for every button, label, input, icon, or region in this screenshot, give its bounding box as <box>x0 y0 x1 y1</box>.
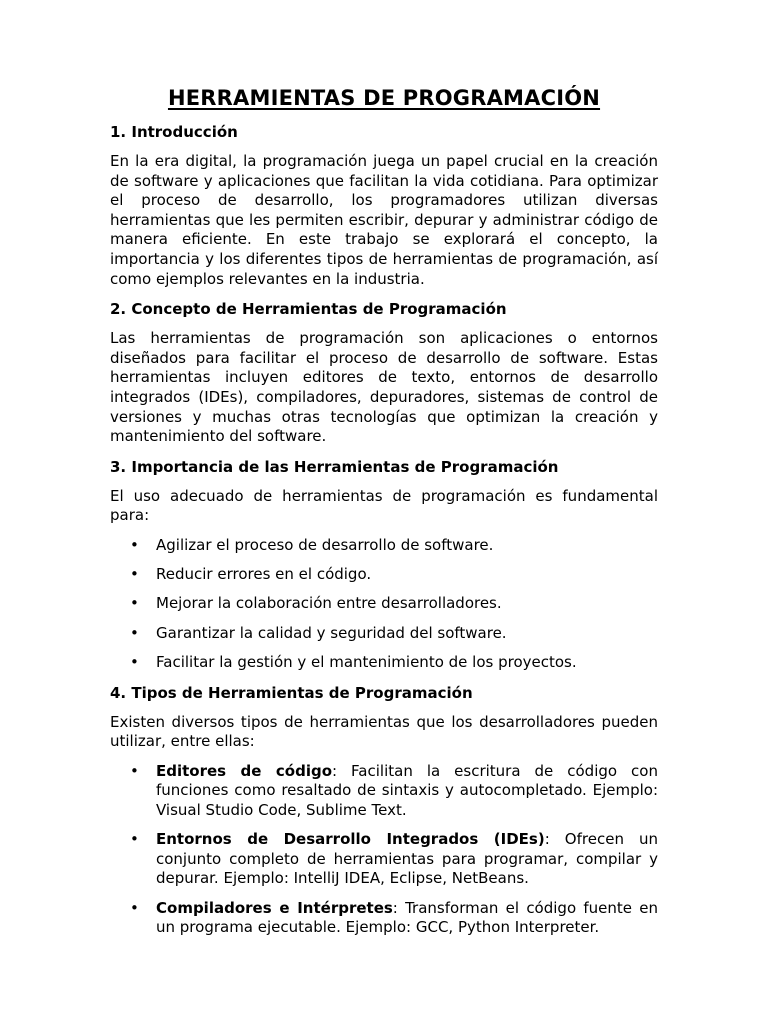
section-heading-tipos: 4. Tipos de Herramientas de Programación <box>110 683 473 702</box>
list-item-text: Reducir errores en el código. <box>156 565 372 584</box>
section-heading-concepto: 2. Concepto de Herramientas de Programación <box>110 300 507 319</box>
importancia-bullet-list <box>110 536 658 673</box>
document-page <box>110 84 658 948</box>
bullet-icon: • <box>130 653 139 672</box>
list-item <box>110 536 658 556</box>
bullet-icon: • <box>130 761 139 780</box>
list-item <box>110 762 658 821</box>
section-paragraph-concepto: Las herramientas de programación son aplicaciones o entornos diseñados para facilitar el proceso de desarrollo de software. Estas herramientas incluyen editores de texto, entornos de desarrollo integrados (IDEs), compiladores, depuradores, sistemas de control de versiones y muchas otras tecnologías que optimizan la creación y mantenimiento del software. <box>110 329 658 446</box>
bullet-icon: • <box>130 898 139 917</box>
list-item <box>110 830 658 889</box>
bullet-icon: • <box>130 535 139 554</box>
list-item-text: Facilitar la gestión y el mantenimiento de los proyectos. <box>156 653 577 672</box>
list-item <box>110 899 658 938</box>
list-item-term: Editores de código <box>156 761 333 780</box>
list-item-text: : Ofrecen un conjunto completo de herramientas para programar, compilar y depurar. Ejemplo: IntelliJ IDEA, Eclipse, NetBeans. <box>156 830 658 888</box>
list-item-term: Compiladores e Intérpretes <box>156 898 393 917</box>
bullet-icon: • <box>130 594 139 613</box>
list-item <box>110 653 658 673</box>
list-item <box>110 565 658 585</box>
section-heading-importancia: 3. Importancia de las Herramientas de Programación <box>110 457 559 476</box>
list-item-text: Mejorar la colaboración entre desarrolladores. <box>156 594 502 613</box>
bullet-icon: • <box>130 623 139 642</box>
list-item-text: : Facilitan la escritura de código con funciones como resaltado de sintaxis y autocompletado. Ejemplo: Visual Studio Code, Sublime Text. <box>156 761 658 819</box>
bullet-icon: • <box>130 830 139 849</box>
document-title: HERRAMIENTAS DE PROGRAMACIÓN <box>167 86 601 110</box>
list-item-text: Garantizar la calidad y seguridad del software. <box>156 623 507 642</box>
bullet-icon: • <box>130 565 139 584</box>
section-paragraph-importancia: El uso adecuado de herramientas de programación es fundamental para: <box>110 486 658 525</box>
list-item-text: : Transforman el código fuente en un programa ejecutable. Ejemplo: GCC, Python Interpreter. <box>156 898 658 937</box>
list-item-term: Entornos de Desarrollo Integrados (IDEs) <box>156 830 545 849</box>
section-paragraph-introduccion: En la era digital, la programación juega un papel crucial en la creación de software y aplicaciones que facilitan la vida cotidiana. Para optimizar el proceso de desarrollo, los programadores utilizan diversas herramientas que les permiten escribir, depurar y administrar código de manera eficiente. En este trabajo se explorará el concepto, la importancia y los diferentes tipos de herramientas de programación, así como ejemplos relevantes en la industria. <box>110 152 658 288</box>
list-item-text: Agilizar el proceso de desarrollo de software. <box>156 535 494 554</box>
list-item <box>110 624 658 644</box>
tipos-bullet-list <box>110 762 658 938</box>
section-paragraph-tipos: Existen diversos tipos de herramientas que los desarrolladores pueden utilizar, entre ellas: <box>110 712 658 751</box>
section-heading-introduccion: 1. Introducción <box>110 123 238 141</box>
list-item <box>110 594 658 614</box>
